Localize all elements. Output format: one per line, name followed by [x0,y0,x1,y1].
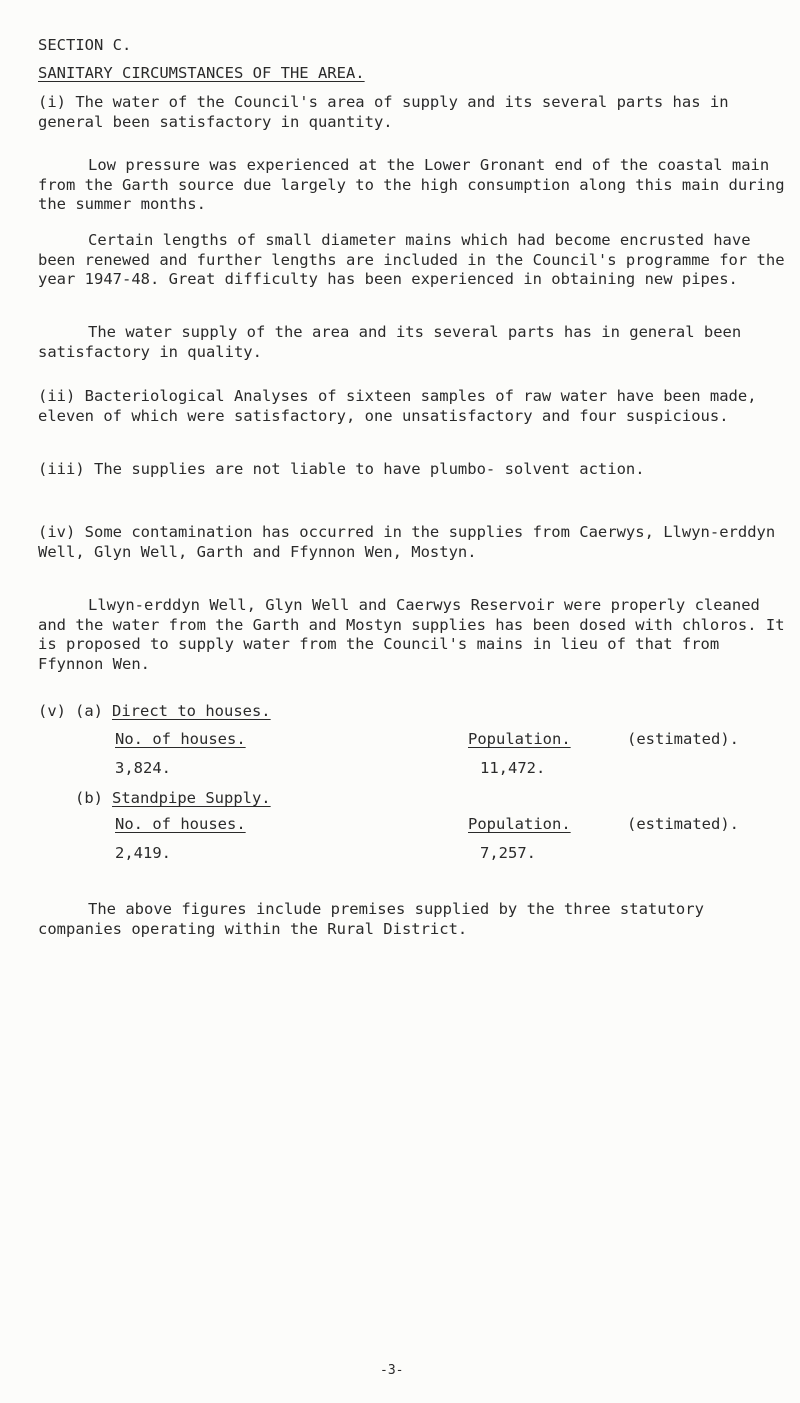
section-subheading: SANITARY CIRCUMSTANCES OF THE AREA. [38,64,365,82]
part-b-houses-value: 2,419. [115,844,171,862]
part-b-houses-header: No. of houses. [115,815,246,833]
cleaning-paragraph: Llwyn-erddyn Well, Glyn Well and Caerwys Reservoir were properly cleaned and the water from the Garth and Mostyn supplies has been dosed with chloros. It is proposed to supply water from the Council's mains in lieu of that from Ffynnon Wen. [38,596,785,673]
statutory-companies-note: The above figures include premises supplied by the three statutory companies operating within the Rural District. [38,900,704,938]
section-heading: SECTION C. [38,36,132,54]
part-b-estimated-note: (estimated). [627,815,739,833]
part-a-houses-header: No. of houses. [115,730,246,748]
mains-renewal-paragraph: Certain lengths of small diameter mains which had become encrusted have been renewed and further lengths are included in the Council's programme for the year 1947-48. Great difficulty has been experienced in obtaining new pipes. [38,231,785,288]
section-v-label: (v) [38,702,66,720]
contamination-paragraph: (iv) Some contamination has occurred in the supplies from Caerwys, Llwyn-erddyn Well, Glyn Well, Garth and Ffynnon Wen, Mostyn. [38,523,776,561]
part-a-title: Direct to houses. [112,702,271,720]
part-a-population-header: Population. [468,730,571,748]
low-pressure-paragraph: Low pressure was experienced at the Lower Gronant end of the coastal main from the Garth source due largely to the high consumption along this main during the summer months. [38,156,785,213]
part-b-title: Standpipe Supply. [112,789,271,807]
part-b-population-value: 7,257. [480,844,536,862]
part-a-population-value: 11,472. [480,759,546,777]
water-quantity-paragraph: (i) The water of the Council's area of supply and its several parts has in general been satisfactory in quantity. [38,93,729,131]
plumbo-solvent-paragraph: (iii) The supplies are not liable to have plumbo- solvent action. [38,460,645,478]
page-number: -3- [380,1363,404,1378]
bacteriological-analyses-paragraph: (ii) Bacteriological Analyses of sixteen samples of raw water have been made, eleven of which were satisfactory, one unsatisfactory and four suspicious. [38,387,757,425]
part-b-label: (b) [75,789,103,807]
part-a-houses-value: 3,824. [115,759,171,777]
part-a-estimated-note: (estimated). [627,730,739,748]
part-a-label: (a) [75,702,103,720]
water-quality-paragraph: The water supply of the area and its several parts has in general been satisfactory in quality. [38,323,742,361]
part-b-population-header: Population. [468,815,571,833]
